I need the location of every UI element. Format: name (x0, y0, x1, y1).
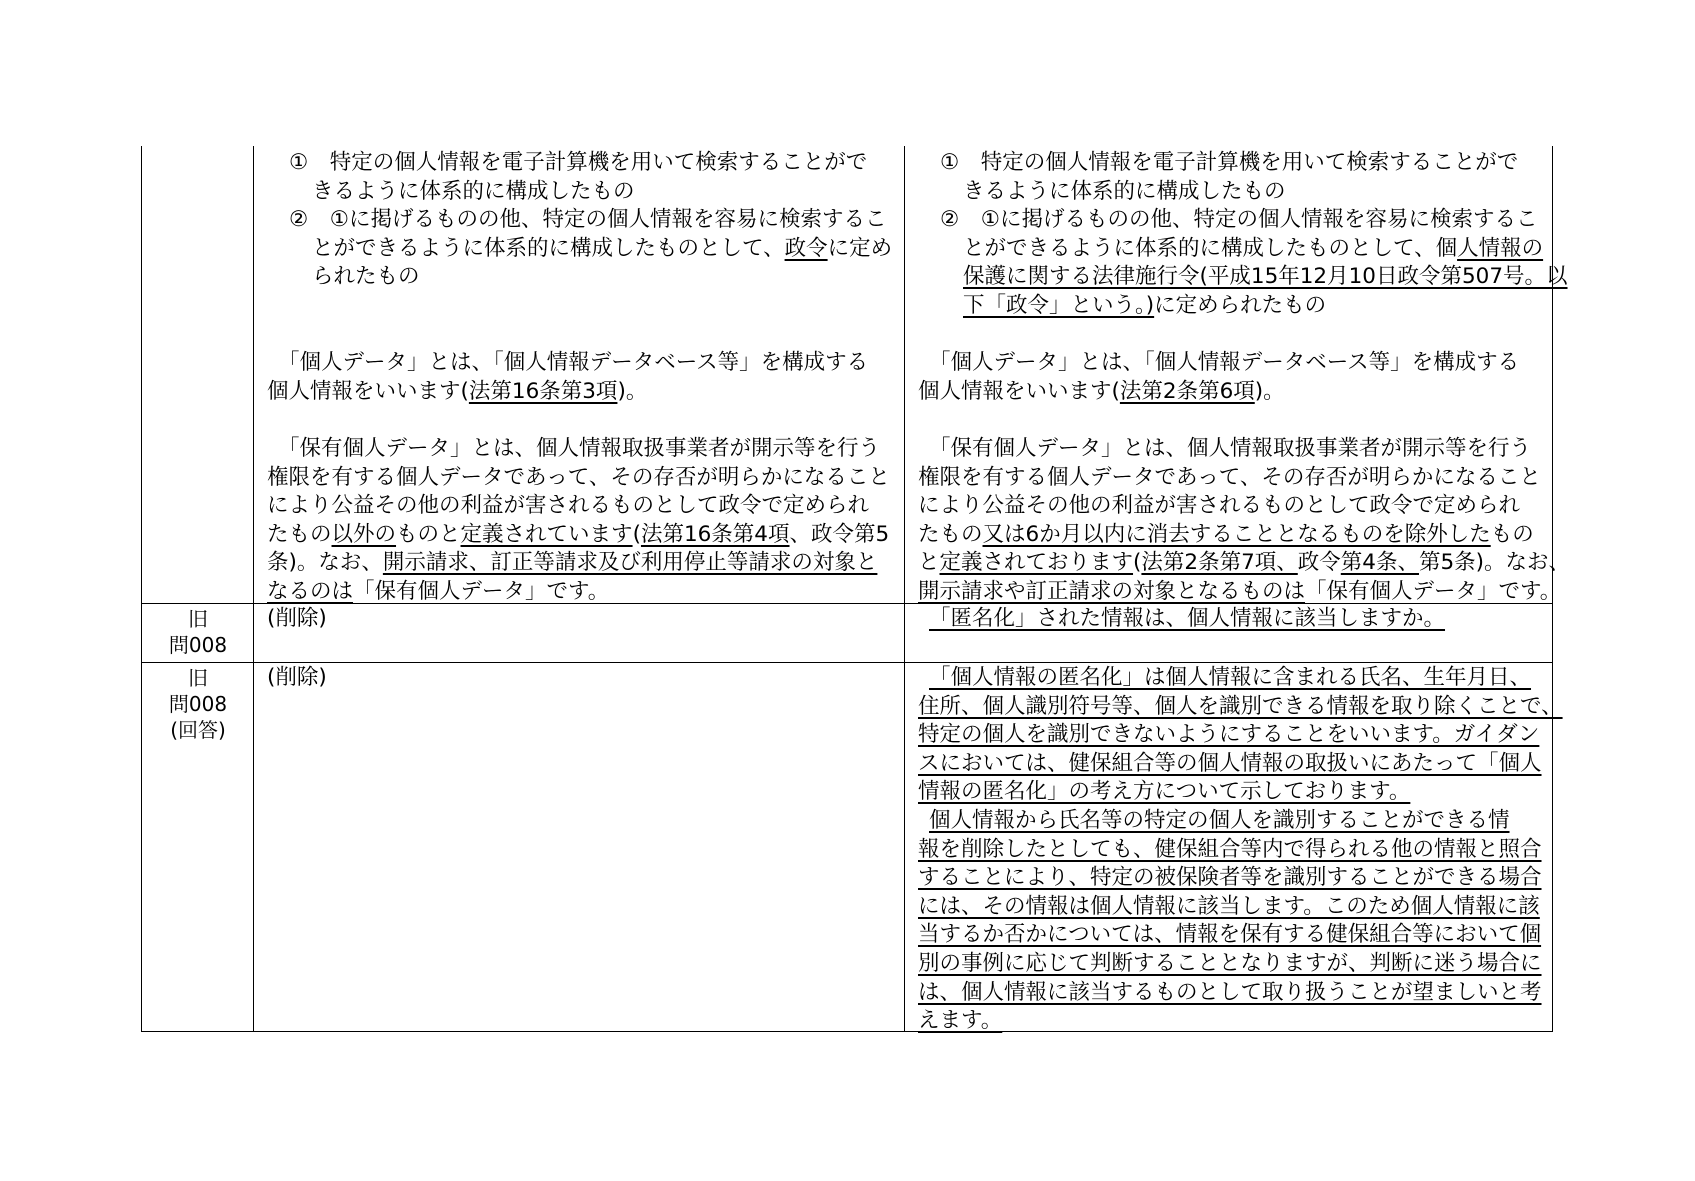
text-line (918, 464, 1552, 493)
text-segment: 第5条)。なお、 (1418, 550, 1571, 576)
underlined-revision: 特定の個人を識別できないようにすることをいいます。ガイダン (918, 722, 1540, 748)
text-segment: (削除) (267, 665, 327, 690)
text-segment: 政令 (1297, 550, 1341, 576)
text-segment: 権限を有する個人データであって、その存否が明らかになること (267, 464, 890, 490)
underlined-revision: 又は6か月以内に消去することとなるものを除外した (982, 521, 1491, 547)
text-line (918, 693, 1563, 722)
underlined-revision: 第4条、 (1340, 550, 1419, 576)
underlined-revision: には、その情報は個人情報に該当します。このため個人情報に該 (918, 893, 1540, 919)
text-line (918, 235, 1552, 264)
text-line (918, 836, 1552, 865)
text-segment: 「保有個人データ」です。 (1305, 578, 1562, 604)
text-segment: ( (632, 521, 641, 547)
text-segment: 「個人データ」とは、「個人情報データベース等」を構成する (929, 350, 1520, 376)
text-line (918, 721, 1552, 750)
underlined-revision: 住所、個人識別符号等、個人を識別できる情報を取り除くことで、 (918, 693, 1563, 719)
text-segment: 個人情報をいいます( (918, 378, 1120, 404)
column-divider (904, 146, 905, 1031)
underlined-revision: 法第16条第4項 (640, 521, 790, 547)
text-segment: 個人情報をいいます( (267, 378, 469, 404)
text-line (267, 349, 904, 378)
text-line (918, 750, 1552, 779)
text-line (267, 605, 904, 634)
text-segment: ② ①に掲げるものの他、特定の個人情報を容易に検索するこ (289, 207, 887, 233)
text-segment: 「保有個人データ」とは、個人情報取扱事業者が開示等を行う (278, 435, 881, 461)
row-label (142, 146, 254, 603)
text-line (918, 893, 1552, 922)
text-line (918, 149, 1552, 178)
underlined-revision: 法第2条第7項、 (1141, 550, 1298, 576)
text-line (918, 492, 1552, 521)
text-segment: により公益その他の利益が害されるものとして政令で定められ (918, 493, 1521, 519)
text-line (267, 492, 904, 521)
text-line (918, 864, 1552, 893)
text-line (267, 206, 904, 235)
text-segment: たもの (918, 521, 983, 547)
text-segment: ① 特定の個人情報を電子計算機を用いて検索することがで (289, 150, 868, 175)
new-text-cell (906, 664, 1563, 1034)
text-line (267, 178, 904, 207)
text-segment: 権限を有する個人データであって、その存否が明らかになること (918, 464, 1541, 490)
underlined-revision: 法第16条第3項 (468, 378, 618, 404)
text-segment: ものと (396, 521, 461, 547)
text-line (267, 235, 904, 264)
text-line (918, 521, 1552, 550)
text-segment: に定め (827, 235, 893, 261)
row-label-text: 旧 (188, 666, 208, 690)
text-line (918, 435, 1552, 464)
blank-line (918, 321, 1552, 350)
underlined-revision: 定義されております (939, 550, 1134, 576)
text-segment: きるように体系的に構成したもの (312, 178, 635, 204)
underlined-revision: スにおいては、健保組合等の個人情報の取扱いにあたって「個人 (918, 750, 1542, 776)
blank-line (918, 406, 1552, 435)
text-line (918, 349, 1552, 378)
underlined-revision: 開示請求や訂正請求の対象となるものは (918, 578, 1306, 604)
text-line (267, 521, 904, 550)
text-segment: )。 (617, 378, 648, 404)
new-text-cell (906, 605, 1552, 661)
underlined-revision: 開示請求、訂正等請求及び利用停止等請求の対象と (382, 550, 878, 576)
underlined-revision: 定義されています (460, 521, 633, 547)
text-line (918, 206, 1552, 235)
text-line (918, 921, 1552, 950)
underlined-revision: 個人情報から氏名等の特定の個人を識別することができる情 (929, 807, 1510, 833)
text-line (918, 979, 1552, 1008)
underlined-revision: 「匿名化」された情報は、個人情報に該当しますか。 (929, 606, 1446, 631)
row-label-text: 旧 (188, 607, 208, 631)
row-label-text: 問008 (168, 692, 228, 716)
row-divider (142, 662, 1552, 663)
underlined-revision: 下「政令」という。) (963, 292, 1155, 318)
old-text-cell (255, 149, 904, 603)
text-segment: )。 (1254, 378, 1285, 404)
underlined-revision: することにより、特定の被保険者等を識別することができる場合 (918, 865, 1542, 891)
underlined-revision: 法第2条第6項 (1119, 378, 1255, 404)
text-segment: もの (1490, 521, 1534, 547)
text-line (918, 178, 1552, 207)
text-line (918, 664, 1552, 693)
text-segment: に定められたもの (1154, 292, 1327, 318)
underlined-revision: 以外の (331, 521, 397, 547)
text-line (267, 549, 904, 578)
blank-line (267, 406, 904, 435)
text-segment: ( (1133, 550, 1142, 576)
text-segment: 「保有個人データ」とは、個人情報取扱事業者が開示等を行う (929, 435, 1532, 461)
text-segment: とができるように体系的に構成したものとして、 (312, 235, 785, 261)
underlined-revision: 「個人情報の匿名化」は個人情報に含まれる氏名、生年月日、 (929, 665, 1532, 690)
text-line (918, 292, 1552, 321)
new-text-cell (906, 149, 1571, 604)
text-segment: たもの (267, 521, 332, 547)
text-line (918, 778, 1552, 807)
text-segment: 条)。なお、 (267, 550, 383, 576)
text-segment: により公益その他の利益が害されるものとして政令で定められ (267, 493, 870, 519)
text-segment: と (918, 550, 940, 576)
comparison-table (141, 146, 1571, 1034)
underlined-revision: 人情報の (1457, 235, 1544, 261)
old-text-cell (255, 605, 904, 661)
underlined-revision: 報を削除したとしても、健保組合等内で得られる他の情報と照合 (918, 836, 1542, 862)
text-segment: ② ①に掲げるものの他、特定の個人情報を容易に検索するこ (940, 207, 1538, 233)
text-segment: ① 特定の個人情報を電子計算機を用いて検索することがで (940, 150, 1519, 175)
text-segment: 「保有個人データ」です。 (353, 578, 610, 604)
text-line (267, 664, 904, 693)
row-label (142, 606, 254, 662)
text-line (918, 1007, 1552, 1036)
text-line (918, 378, 1552, 407)
text-segment: とができるように体系的に構成したものとして、個 (963, 235, 1458, 261)
text-line (918, 950, 1552, 979)
old-text-cell (255, 664, 904, 1030)
underlined-revision: 情報の匿名化」の考え方について示しております。 (918, 779, 1411, 805)
text-line (918, 605, 1552, 634)
text-segment: られたもの (312, 264, 420, 290)
underlined-revision: えます。 (918, 1008, 1003, 1034)
text-line (267, 578, 904, 607)
underlined-revision: 保護に関する法律施行令(平成15年12月10日政令第507号。以 (963, 264, 1568, 290)
text-line (267, 435, 904, 464)
text-segment: 、政令第5 (789, 521, 890, 547)
text-line (267, 263, 904, 292)
underlined-revision: 別の事例に応じて判断することとなりますが、判断に迷う場合に (918, 950, 1542, 976)
text-line (918, 578, 1562, 607)
underlined-revision: なるのは (267, 578, 354, 604)
underlined-revision: は、個人情報に該当するものとして取り扱うことが望ましいと考 (918, 979, 1542, 1005)
text-segment: (削除) (267, 606, 327, 631)
underlined-revision: 政令 (784, 235, 828, 261)
blank-line (267, 292, 904, 321)
row-label-text: 問008 (168, 633, 228, 657)
text-line (918, 549, 1571, 578)
text-line (918, 263, 1568, 292)
text-line (267, 149, 904, 178)
text-segment: 「個人データ」とは、「個人情報データベース等」を構成する (278, 350, 869, 376)
row-label-text: (回答) (170, 718, 226, 742)
blank-line (267, 321, 904, 350)
underlined-revision: 当するか否かについては、情報を保有する健保組合等において個 (918, 922, 1542, 948)
text-line (267, 378, 904, 407)
row-label (142, 665, 254, 1031)
text-line (267, 464, 904, 493)
text-line (918, 807, 1552, 836)
text-segment: きるように体系的に構成したもの (963, 178, 1286, 204)
